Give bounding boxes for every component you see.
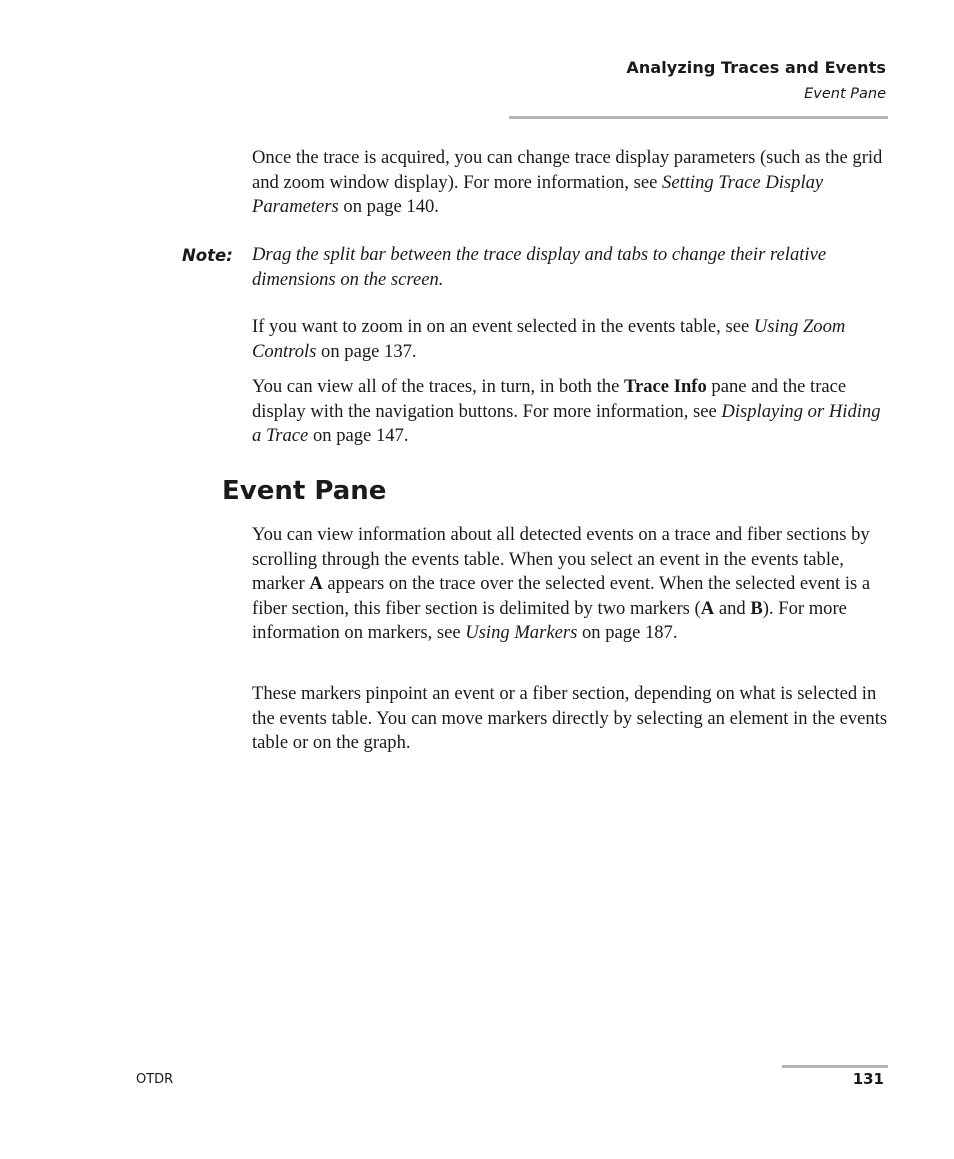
marker-term: A bbox=[700, 597, 715, 619]
cross-reference-link[interactable]: Using Markers bbox=[465, 622, 578, 644]
note-text bbox=[252, 243, 892, 292]
paragraph-markers bbox=[252, 682, 892, 756]
section-subtitle: Event Pane bbox=[804, 86, 886, 102]
paragraph-text: and bbox=[714, 597, 751, 619]
footer-product: OTDR bbox=[136, 1072, 174, 1087]
paragraph-display-parameters bbox=[252, 146, 892, 220]
marker-term: A bbox=[309, 573, 323, 595]
paragraph-text: on page 140. bbox=[338, 196, 439, 218]
paragraph-text: appears on the trace over the selected event. When the selected event is a fiber section, this fiber section is delimited by two markers ( bbox=[252, 573, 871, 619]
paragraph-text: ). For more information on markers, see bbox=[252, 597, 847, 644]
cross-reference-link[interactable]: Setting Trace Display Parameters bbox=[252, 171, 824, 218]
paragraph-text: You can view all of the traces, in turn, in both the bbox=[252, 376, 624, 397]
running-header bbox=[626, 57, 886, 105]
paragraph-event-pane bbox=[252, 523, 892, 646]
note-body: Drag the split bar between the trace display and tabs to change their relative dimensions on the screen. bbox=[252, 244, 827, 290]
paragraph-text: on page 137. bbox=[316, 340, 417, 362]
ui-term: Trace Info bbox=[623, 376, 707, 397]
cross-reference-link[interactable]: Using Zoom Controls bbox=[252, 316, 846, 362]
paragraph-navigation bbox=[252, 375, 892, 449]
paragraph-text: These markers pinpoint an event or a fiber section, depending on what is selected in the events table. You can move markers directly by selecting an element in the events table or on the graph. bbox=[252, 683, 888, 754]
paragraph-text: Once the trace is acquired, you can change trace display parameters (such as the grid and zoom window display). For more information, see bbox=[252, 147, 883, 193]
header-divider bbox=[509, 116, 888, 119]
paragraph-zoom bbox=[252, 315, 892, 364]
paragraph-text: on page 147. bbox=[308, 425, 409, 447]
paragraph-text: You can view information about all detected events on a trace and fiber sections by scrolling through the events table. When you select an event in the events table, marker bbox=[252, 524, 870, 595]
cross-reference-link[interactable]: Displaying or Hiding a Trace bbox=[252, 400, 881, 447]
chapter-title: Analyzing Traces and Events bbox=[626, 58, 886, 77]
paragraph-text: If you want to zoom in on an event selected in the events table, see bbox=[252, 316, 754, 337]
section-heading: Event Pane bbox=[222, 476, 387, 506]
page-number: 131 bbox=[852, 1070, 884, 1088]
paragraph-text: pane and the trace display with the navigation buttons. For more information, see bbox=[252, 376, 847, 422]
marker-term: B bbox=[750, 597, 763, 619]
paragraph-text: on page 187. bbox=[577, 622, 678, 644]
note-label: Note: bbox=[182, 246, 233, 265]
